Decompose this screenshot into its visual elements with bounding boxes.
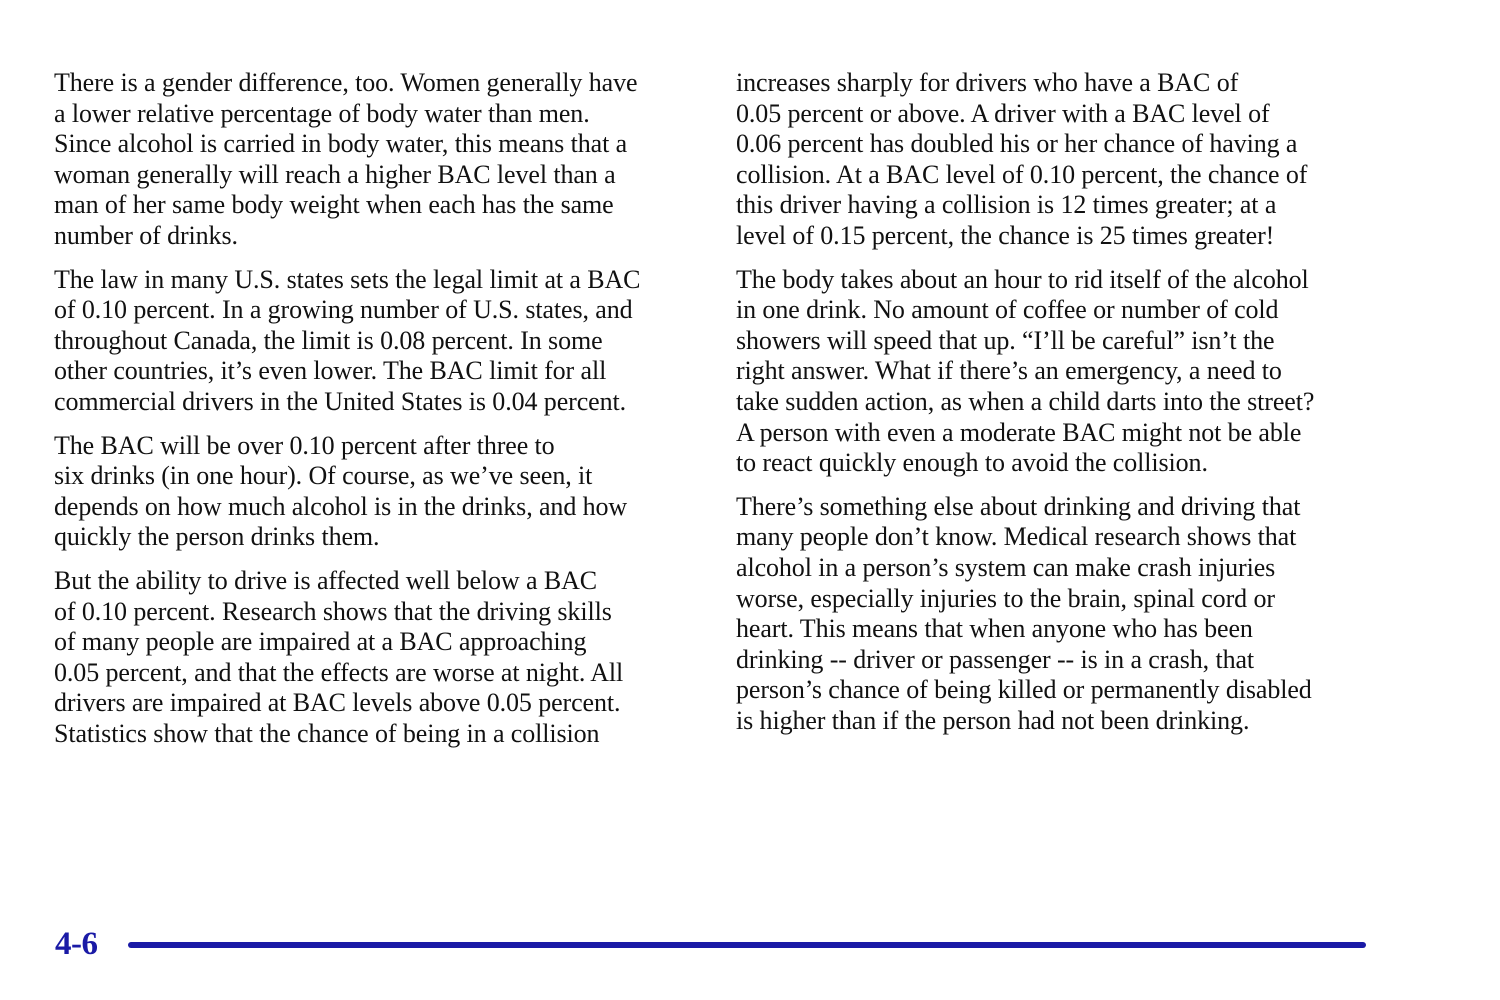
text-line: showers will speed that up. “I’ll be careful” isn’t the bbox=[736, 325, 1275, 355]
paragraph-gender-difference bbox=[54, 68, 704, 252]
text-line: 0.05 percent, and that the effects are worse at night. All bbox=[54, 657, 624, 687]
text-line: The body takes about an hour to rid itself of the alcohol bbox=[736, 264, 1309, 294]
text-line: The BAC will be over 0.10 percent after three to bbox=[54, 430, 555, 460]
text-line: woman generally will reach a higher BAC level than a bbox=[54, 159, 616, 189]
text-line: alcohol in a person’s system can make crash injuries bbox=[736, 552, 1276, 582]
text-line: drinking -- driver or passenger -- is in a crash, that bbox=[736, 644, 1255, 674]
text-line: Since alcohol is carried in body water, this means that a bbox=[54, 129, 628, 159]
text-line: six drinks (in one hour). Of course, as we’ve seen, it bbox=[54, 461, 593, 491]
text-line: a lower relative percentage of body water than men. bbox=[54, 98, 590, 128]
text-line: increases sharply for drivers who have a BAC of bbox=[736, 68, 1239, 97]
text-line: collision. At a BAC level of 0.10 percent, the chance of bbox=[736, 159, 1308, 189]
text-line: many people don’t know. Medical research shows that bbox=[736, 522, 1297, 552]
text-line: level of 0.15 percent, the chance is 25 times greater! bbox=[736, 220, 1275, 250]
text-line: number of drinks. bbox=[54, 220, 238, 250]
paragraph-legal-limit bbox=[54, 265, 704, 418]
text-line: throughout Canada, the limit is 0.08 percent. In some bbox=[54, 325, 603, 355]
text-line: A person with even a moderate BAC might not be able bbox=[736, 417, 1302, 447]
text-line: is higher than if the person had not been drinking. bbox=[736, 705, 1250, 735]
text-line: There’s something else about drinking and driving that bbox=[736, 491, 1301, 521]
text-line: in one drink. No amount of coffee or number of cold bbox=[736, 295, 1279, 325]
text-line: man of her same body weight when each has the same bbox=[54, 190, 614, 220]
left-column bbox=[54, 68, 704, 762]
text-line: heart. This means that when anyone who has been bbox=[736, 614, 1253, 644]
text-line: Statistics show that the chance of being in a collision bbox=[54, 718, 600, 748]
text-line: this driver having a collision is 12 times greater; at a bbox=[736, 190, 1277, 220]
paragraph-bac-drinks bbox=[54, 431, 704, 553]
text-line: But the ability to drive is affected well below a BAC bbox=[54, 565, 597, 595]
text-line: 0.05 percent or above. A driver with a BAC level of bbox=[736, 98, 1270, 128]
text-line: of 0.10 percent. In a growing number of U.S. states, and bbox=[54, 295, 633, 325]
paragraph-driving-ability bbox=[54, 566, 704, 750]
right-column bbox=[736, 68, 1386, 749]
text-line: quickly the person drinks them. bbox=[54, 522, 380, 552]
text-line: worse, especially injuries to the brain, spinal cord or bbox=[736, 583, 1275, 613]
text-line: right answer. What if there’s an emergency, a need to bbox=[736, 356, 1282, 386]
text-line: of many people are impaired at a BAC approaching bbox=[54, 627, 587, 657]
text-line: person’s chance of being killed or permanently disabled bbox=[736, 675, 1312, 705]
text-line: depends on how much alcohol is in the drinks, and how bbox=[54, 491, 628, 521]
text-line: There is a gender difference, too. Women generally have bbox=[54, 68, 638, 97]
paragraph-medical-research bbox=[736, 492, 1386, 737]
text-line: The law in many U.S. states sets the legal limit at a BAC bbox=[54, 264, 641, 294]
text-line: to react quickly enough to avoid the collision. bbox=[736, 448, 1208, 478]
text-line: other countries, it’s even lower. The BAC limit for all bbox=[54, 356, 607, 386]
text-line: of 0.10 percent. Research shows that the driving skills bbox=[54, 596, 612, 626]
text-line: 0.06 percent has doubled his or her chance of having a bbox=[736, 129, 1298, 159]
text-line: commercial drivers in the United States is 0.04 percent. bbox=[54, 386, 627, 416]
text-line: take sudden action, as when a child darts into the street? bbox=[736, 386, 1315, 416]
paragraph-body-alcohol-time bbox=[736, 265, 1386, 479]
text-line: drivers are impaired at BAC levels above 0.05 percent. bbox=[54, 688, 621, 718]
paragraph-collision-chance bbox=[736, 68, 1386, 252]
footer-divider-line bbox=[128, 942, 1366, 948]
page-number: 4-6 bbox=[55, 926, 98, 962]
